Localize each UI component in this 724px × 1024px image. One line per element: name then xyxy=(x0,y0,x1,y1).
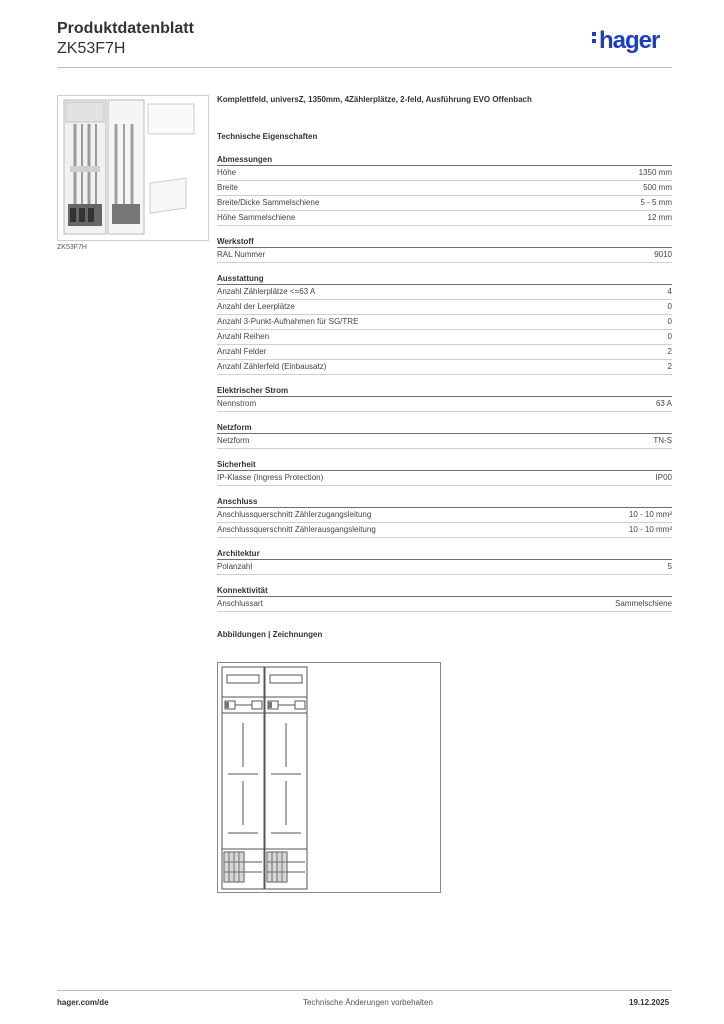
spec-row xyxy=(217,248,672,263)
spec-row xyxy=(217,315,672,330)
spec-value: 10 - 10 mm² xyxy=(628,510,672,519)
spec-row xyxy=(217,471,672,486)
spec-label: Anzahl Zählerfeld (Einbausatz) xyxy=(217,362,327,371)
spec-label: RAL Nummer xyxy=(217,250,266,259)
spec-row xyxy=(217,597,672,612)
spec-value: 2 xyxy=(667,347,672,356)
spec-value: 63 A xyxy=(655,399,672,408)
spec-row xyxy=(217,345,672,360)
figures-heading: Abbildungen | Zeichnungen xyxy=(217,630,323,639)
footer-website-link[interactable]: hager.com/de xyxy=(57,998,109,1007)
spec-row xyxy=(217,181,672,196)
section-heading: Ausstattung xyxy=(217,273,672,285)
spec-label: Anzahl der Leerplätze xyxy=(217,302,295,311)
spec-value: 500 mm xyxy=(643,183,672,192)
spec-value: 5 xyxy=(667,562,672,571)
section-heading: Netzform xyxy=(217,422,672,434)
section-heading: Architektur xyxy=(217,548,672,560)
spec-section xyxy=(217,236,672,263)
spec-row xyxy=(217,523,672,538)
spec-label: Anzahl Reihen xyxy=(217,332,270,341)
logo-text: hager xyxy=(599,27,660,54)
spec-row xyxy=(217,166,672,181)
product-code: ZK53F7H xyxy=(57,40,126,57)
spec-value: 9010 xyxy=(654,250,672,259)
spec-label: Netzform xyxy=(217,436,250,445)
spec-value: 4 xyxy=(667,287,672,296)
photo-caption: ZK53F7H xyxy=(57,244,87,251)
footer-disclaimer: Technische Änderungen vorbehalten xyxy=(303,998,433,1007)
spec-label: Anschlussquerschnitt Zählerausgangsleitung xyxy=(217,525,376,534)
page-title: Produktdatenblatt xyxy=(57,20,194,37)
spec-row xyxy=(217,560,672,575)
spec-value: IP00 xyxy=(655,473,672,482)
product-title: Komplettfeld, universZ, 1350mm, 4Zählerplätze, 2-feld, Ausführung EVO Offenbach xyxy=(217,95,532,104)
spec-row xyxy=(217,434,672,449)
spec-section xyxy=(217,548,672,575)
hager-logo[interactable] xyxy=(592,27,659,55)
section-heading: Werkstoff xyxy=(217,236,672,248)
spec-row xyxy=(217,211,672,226)
spec-value: 0 xyxy=(667,332,672,341)
spec-value: 1350 mm xyxy=(638,168,672,177)
section-heading: Elektrischer Strom xyxy=(217,385,672,397)
tech-heading: Technische Eigenschaften xyxy=(217,132,318,141)
spec-section xyxy=(217,273,672,375)
spec-label: Polanzahl xyxy=(217,562,253,571)
logo-dots-icon xyxy=(592,29,597,46)
spec-value: TN-S xyxy=(653,436,672,445)
spec-label: Anschlussart xyxy=(217,599,263,608)
spec-sections xyxy=(217,154,672,612)
spec-row xyxy=(217,330,672,345)
spec-section xyxy=(217,385,672,412)
technical-drawing xyxy=(217,662,441,893)
spec-label: Höhe Sammelschiene xyxy=(217,213,296,222)
section-heading: Sicherheit xyxy=(217,459,672,471)
spec-label: Anzahl 3-Punkt-Aufnahmen für SG/TRE xyxy=(217,317,359,326)
section-heading: Abmessungen xyxy=(217,154,672,166)
spec-value: 10 - 10 mm² xyxy=(628,525,672,534)
spec-label: IP-Klasse (Ingress Protection) xyxy=(217,473,324,482)
spec-section xyxy=(217,585,672,612)
spec-row xyxy=(217,285,672,300)
spec-value: 0 xyxy=(667,317,672,326)
header-divider xyxy=(57,67,672,68)
section-heading: Anschluss xyxy=(217,496,672,508)
spec-label: Anzahl Felder xyxy=(217,347,267,356)
spec-section xyxy=(217,154,672,226)
spec-label: Nennstrom xyxy=(217,399,257,408)
footer-date: 19.12.2025 xyxy=(629,998,670,1007)
spec-label: Anschlussquerschnitt Zählerzugangsleitung xyxy=(217,510,372,519)
spec-value: 5 - 5 mm xyxy=(640,198,672,207)
product-details xyxy=(217,95,672,640)
spec-value: 2 xyxy=(667,362,672,371)
spec-row xyxy=(217,196,672,211)
spec-label: Breite/Dicke Sammelschiene xyxy=(217,198,320,207)
spec-section xyxy=(217,459,672,486)
spec-label: Breite xyxy=(217,183,238,192)
spec-row xyxy=(217,300,672,315)
spec-section xyxy=(217,422,672,449)
spec-row xyxy=(217,397,672,412)
spec-row xyxy=(217,360,672,375)
product-photo xyxy=(57,95,209,241)
footer-divider xyxy=(57,990,672,991)
spec-value: Sammelschiene xyxy=(615,599,672,608)
spec-row xyxy=(217,508,672,523)
spec-section xyxy=(217,496,672,538)
spec-value: 0 xyxy=(667,302,672,311)
spec-value: 12 mm xyxy=(647,213,672,222)
spec-label: Höhe xyxy=(217,168,237,177)
spec-label: Anzahl Zählerplätze <=63 A xyxy=(217,287,316,296)
section-heading: Konnektivität xyxy=(217,585,672,597)
